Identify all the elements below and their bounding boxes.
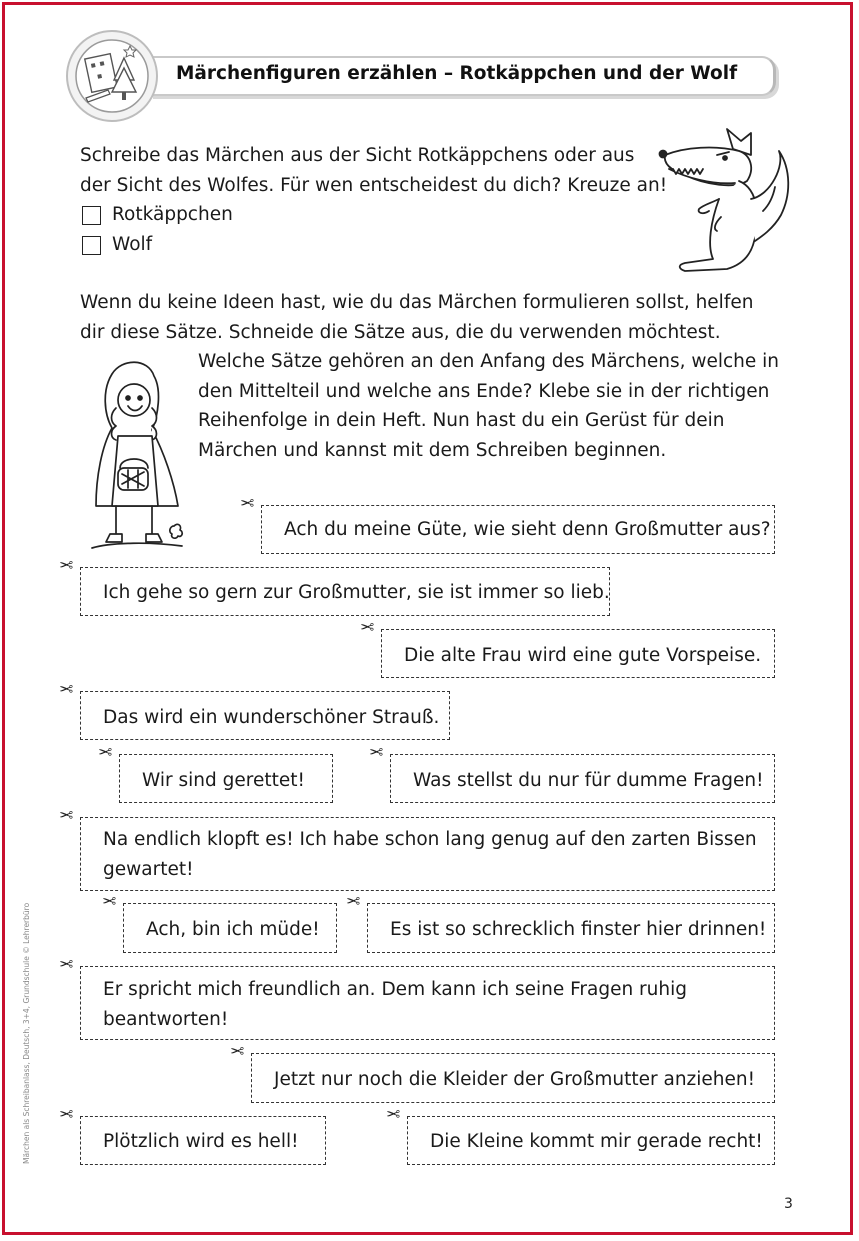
scissors-icon: ✂ (240, 494, 255, 514)
instruction-line-1: Wenn du keine Ideen hast, wie du das Märchen formulieren sollst, helfen (80, 292, 754, 313)
intro-line-1: Schreibe das Märchen aus der Sicht Rotkäppchens oder aus (80, 145, 635, 166)
sentence-text: Jetzt nur noch die Kleider der Großmutter anziehen! (274, 1069, 756, 1090)
sentence-text: Es ist so schrecklich finster hier drinnen! (390, 919, 767, 940)
checkbox-wolf[interactable] (82, 236, 101, 255)
sentence-text: Was stellst du nur für dumme Fragen! (413, 770, 764, 791)
sentence-text: Die alte Frau wird eine gute Vorspeise. (404, 645, 762, 666)
instruction-line-3: Welche Sätze gehören an den Anfang des Märchens, welche in (198, 351, 780, 373)
sentence-text: beantworten! (103, 1008, 229, 1030)
wolf-illustration-icon (655, 125, 795, 277)
scissors-icon: ✂ (59, 680, 74, 700)
sentence-text: Ach du meine Güte, wie sieht denn Großmutter aus? (284, 519, 771, 540)
instruction-line-2: dir diese Sätze. Schneide die Sätze aus, die du verwenden möchtest. (80, 321, 721, 343)
fairy-tale-badge-icon (66, 30, 158, 122)
sentence-text: Na endlich klopft es! Ich habe schon lang genug auf den zarten Bissen (103, 829, 757, 850)
instruction-line-4: den Mittelteil und welche ans Ende? Klebe sie in der richtigen (198, 380, 770, 402)
page-number: 3 (784, 1196, 793, 1212)
sentence-text: Er spricht mich freundlich an. Dem kann ich seine Fragen ruhig (103, 979, 687, 1000)
scissors-icon: ✂ (98, 743, 113, 763)
scissors-icon: ✂ (346, 892, 361, 912)
scissors-icon: ✂ (59, 955, 74, 975)
page-title: Märchenfiguren erzählen – Rotkäppchen und der Wolf (176, 63, 738, 84)
intro-line-2: der Sicht des Wolfes. Für wen entscheidest du dich? Kreuze an! (80, 174, 668, 196)
scissors-icon: ✂ (59, 806, 74, 826)
scissors-icon: ✂ (59, 1105, 74, 1125)
sentence-text: Die Kleine kommt mir gerade recht! (430, 1131, 763, 1152)
scissors-icon: ✂ (230, 1042, 245, 1062)
instruction-line-6: Märchen und kannst mit dem Schreiben beginnen. (198, 440, 667, 461)
scissors-icon: ✂ (59, 556, 74, 576)
sentence-text: Ach, bin ich müde! (146, 919, 320, 940)
sentence-text: Das wird ein wunderschöner Strauß. (103, 707, 440, 728)
option-label-wolf: Wolf (112, 233, 153, 255)
sentence-text: Wir sind gerettet! (142, 770, 305, 791)
publisher-credit: Märchen als Schreibanlass, Deutsch, 3+4, Grundschule © Lehrerbüro (22, 902, 31, 1164)
scissors-icon: ✂ (386, 1105, 401, 1125)
scissors-icon: ✂ (102, 892, 117, 912)
sentence-text: Ich gehe so gern zur Großmutter, sie ist immer so lieb. (103, 582, 610, 603)
sentence-text: gewartet! (103, 858, 194, 880)
checkbox-rotkaeppchen[interactable] (82, 206, 101, 225)
sentence-text: Plötzlich wird es hell! (103, 1131, 299, 1152)
option-label-rotkaeppchen: Rotkäppchen (112, 204, 233, 225)
little-red-riding-hood-illustration-icon (82, 356, 192, 556)
instruction-line-5: Reihenfolge in dein Heft. Nun hast du ein Gerüst für dein (198, 410, 725, 432)
scissors-icon: ✂ (360, 618, 375, 638)
scissors-icon: ✂ (369, 743, 384, 763)
